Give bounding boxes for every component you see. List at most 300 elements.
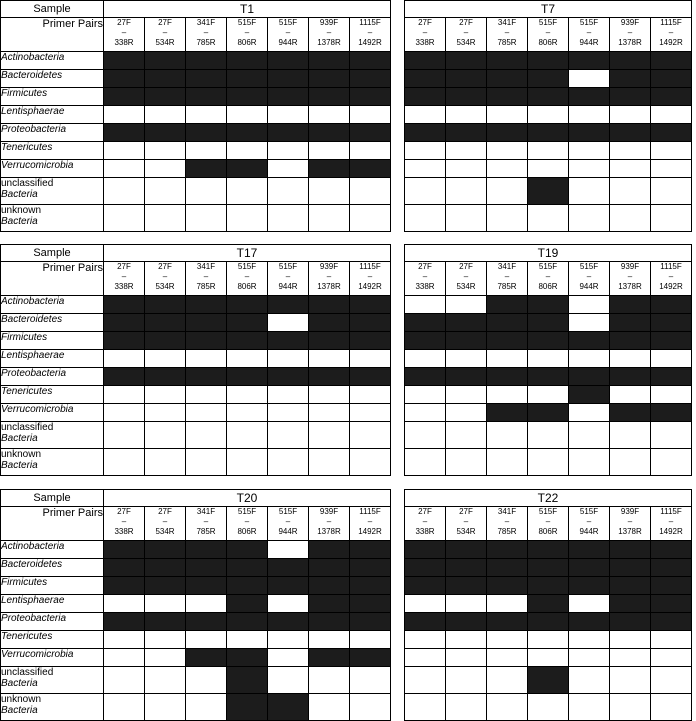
taxon-name-secondary: Bacteria [1, 189, 38, 200]
detected-cell [145, 88, 186, 106]
not-detected-cell [186, 350, 227, 368]
taxon-name: Proteobacteria [1, 613, 67, 624]
not-detected-cell [186, 667, 227, 694]
detected-cell [309, 88, 350, 106]
detected-cell [487, 368, 528, 386]
not-detected-cell [186, 142, 227, 160]
forward-primer: 341F [196, 262, 216, 271]
not-detected-cell [446, 449, 487, 476]
taxon-row [1, 205, 391, 232]
not-detected-cell [405, 160, 446, 178]
not-detected-cell [446, 205, 487, 232]
detected-cell [104, 368, 145, 386]
detected-cell [145, 52, 186, 70]
taxon-name-secondary: Bacteria [1, 216, 38, 227]
not-detected-cell [145, 694, 186, 721]
sample-pair-block [0, 244, 696, 475]
taxon-name: Bacteroidetes [1, 559, 63, 570]
taxon-name: unclassified [1, 667, 54, 678]
detected-cell [268, 124, 309, 142]
sample-table [404, 244, 692, 476]
taxon-row [405, 386, 692, 404]
not-detected-cell [610, 160, 651, 178]
taxon-row [1, 160, 391, 178]
primer-dash: – [545, 272, 551, 281]
taxon-row [1, 124, 391, 142]
taxon-row [1, 88, 391, 106]
taxon-label [1, 422, 104, 449]
forward-primer: 515F [538, 262, 558, 271]
not-detected-cell [446, 694, 487, 721]
not-detected-cell [309, 350, 350, 368]
detected-cell [268, 70, 309, 88]
not-detected-cell [350, 205, 391, 232]
taxon-row [405, 613, 692, 631]
detected-cell [528, 314, 569, 332]
forward-primer: 27F [418, 262, 432, 271]
detected-cell [569, 124, 610, 142]
detected-cell [651, 595, 692, 613]
not-detected-cell [145, 178, 186, 205]
not-detected-cell [104, 595, 145, 613]
not-detected-cell [651, 205, 692, 232]
detected-cell [528, 332, 569, 350]
not-detected-cell [104, 350, 145, 368]
taxon-name: Lentisphaerae [1, 106, 65, 117]
detected-cell [186, 124, 227, 142]
taxon-row [1, 350, 391, 368]
not-detected-cell [268, 314, 309, 332]
detected-cell [227, 577, 268, 595]
taxon-label [1, 332, 104, 350]
detected-cell [104, 541, 145, 559]
detected-cell [309, 368, 350, 386]
not-detected-cell [405, 296, 446, 314]
detected-cell [145, 541, 186, 559]
taxon-name: Lentisphaerae [1, 350, 65, 361]
taxon-row [1, 70, 391, 88]
taxon-row [1, 332, 391, 350]
taxon-row [405, 667, 692, 694]
taxon-label [1, 70, 104, 88]
not-detected-cell [227, 350, 268, 368]
detected-cell [528, 70, 569, 88]
not-detected-cell [227, 631, 268, 649]
detected-cell [350, 368, 391, 386]
not-detected-cell [487, 160, 528, 178]
taxon-name: Actinobacteria [1, 52, 65, 63]
detected-cell [227, 296, 268, 314]
primer-pair-header [227, 262, 268, 296]
primer-pairs-label: Primer Pairs [1, 262, 104, 296]
detected-cell [405, 52, 446, 70]
primer-dash: – [162, 272, 168, 281]
sample-label: Sample [1, 245, 104, 262]
detected-cell [227, 314, 268, 332]
not-detected-cell [227, 178, 268, 205]
taxon-label [1, 694, 104, 721]
detected-cell [487, 124, 528, 142]
not-detected-cell [651, 449, 692, 476]
taxon-name: Tenericutes [1, 631, 53, 642]
taxon-label [1, 667, 104, 694]
detected-cell [610, 296, 651, 314]
detected-cell [186, 314, 227, 332]
detected-cell [446, 577, 487, 595]
taxon-name: unknown [1, 694, 42, 705]
detected-cell [309, 52, 350, 70]
taxon-name: Proteobacteria [1, 124, 67, 135]
not-detected-cell [528, 631, 569, 649]
sample-table [0, 244, 391, 476]
detected-cell [186, 296, 227, 314]
not-detected-cell [446, 106, 487, 124]
detected-cell [104, 88, 145, 106]
detected-cell [446, 541, 487, 559]
forward-primer: 341F [497, 18, 517, 27]
sample-pair-block [0, 489, 696, 720]
detected-cell [104, 577, 145, 595]
not-detected-cell [569, 422, 610, 449]
taxon-name: Tenericutes [1, 142, 53, 153]
primer-pairs-label: Primer Pairs [1, 18, 104, 52]
detected-cell [569, 541, 610, 559]
detected-cell [186, 332, 227, 350]
primer-dash: – [422, 272, 428, 281]
detected-cell [405, 70, 446, 88]
primer-dash: – [668, 517, 674, 526]
reverse-primer: 534R [155, 38, 175, 47]
primer-dash: – [627, 517, 633, 526]
not-detected-cell [268, 449, 309, 476]
reverse-primer: 806R [538, 527, 558, 536]
primer-dash: – [504, 517, 510, 526]
primer-dash: – [545, 517, 551, 526]
forward-primer: 515F [278, 507, 298, 516]
not-detected-cell [569, 350, 610, 368]
detected-cell [487, 404, 528, 422]
not-detected-cell [610, 631, 651, 649]
not-detected-cell [309, 404, 350, 422]
detected-cell [104, 70, 145, 88]
not-detected-cell [186, 386, 227, 404]
not-detected-cell [145, 106, 186, 124]
not-detected-cell [651, 649, 692, 667]
not-detected-cell [104, 160, 145, 178]
taxon-name: Firmicutes [1, 577, 48, 588]
not-detected-cell [487, 178, 528, 205]
not-detected-cell [145, 386, 186, 404]
taxon-label [1, 205, 104, 232]
detected-cell [446, 559, 487, 577]
detected-cell [227, 667, 268, 694]
taxon-label [1, 613, 104, 631]
taxon-label [1, 88, 104, 106]
taxon-name: Verrucomicrobia [1, 160, 74, 171]
forward-primer: 515F [579, 262, 599, 271]
detected-cell [350, 577, 391, 595]
detected-cell [528, 559, 569, 577]
detected-cell [651, 88, 692, 106]
detected-cell [145, 124, 186, 142]
detected-cell [227, 559, 268, 577]
not-detected-cell [405, 142, 446, 160]
detected-cell [268, 613, 309, 631]
detected-cell [350, 332, 391, 350]
not-detected-cell [528, 386, 569, 404]
primer-pair-header [528, 18, 569, 52]
detected-cell [104, 296, 145, 314]
primer-dash: – [203, 28, 209, 37]
detected-cell [268, 296, 309, 314]
taxon-label [1, 449, 104, 476]
primer-pair-header [528, 507, 569, 541]
forward-primer: 939F [319, 262, 339, 271]
not-detected-cell [350, 404, 391, 422]
primer-dash: – [244, 272, 250, 281]
detected-cell [227, 613, 268, 631]
primer-dash: – [285, 517, 291, 526]
detected-cell [487, 52, 528, 70]
taxon-row [405, 332, 692, 350]
forward-primer: 515F [538, 18, 558, 27]
taxon-row [1, 52, 391, 70]
detected-cell [309, 649, 350, 667]
detected-cell [405, 88, 446, 106]
primer-dash: – [586, 272, 592, 281]
primer-pair-header [268, 262, 309, 296]
detected-cell [651, 332, 692, 350]
primer-dash: – [463, 28, 469, 37]
primer-dash: – [422, 517, 428, 526]
primer-pair-header [446, 262, 487, 296]
forward-primer: 27F [117, 18, 131, 27]
primer-pair-header [145, 262, 186, 296]
taxon-name: Actinobacteria [1, 296, 65, 307]
primer-pair-header [268, 18, 309, 52]
forward-primer: 27F [158, 507, 172, 516]
sample-title: T1 [104, 1, 391, 18]
detected-cell [569, 613, 610, 631]
not-detected-cell [186, 205, 227, 232]
detected-cell [651, 577, 692, 595]
not-detected-cell [528, 649, 569, 667]
primer-pair-header [309, 18, 350, 52]
not-detected-cell [350, 449, 391, 476]
not-detected-cell [651, 667, 692, 694]
forward-primer: 939F [319, 18, 339, 27]
detected-cell [145, 314, 186, 332]
not-detected-cell [405, 205, 446, 232]
reverse-primer: 944R [579, 38, 599, 47]
not-detected-cell [145, 649, 186, 667]
forward-primer: 27F [459, 262, 473, 271]
not-detected-cell [528, 449, 569, 476]
detected-cell [145, 70, 186, 88]
detected-cell [186, 52, 227, 70]
primer-dash: – [504, 272, 510, 281]
detected-cell [528, 178, 569, 205]
primer-dash: – [627, 28, 633, 37]
taxon-row [1, 631, 391, 649]
detected-cell [610, 404, 651, 422]
detected-cell [309, 70, 350, 88]
detected-cell [446, 314, 487, 332]
detected-cell [268, 332, 309, 350]
not-detected-cell [268, 350, 309, 368]
taxon-label [1, 314, 104, 332]
not-detected-cell [350, 142, 391, 160]
forward-primer: 939F [620, 262, 640, 271]
taxon-name-secondary: Bacteria [1, 433, 38, 444]
forward-primer: 341F [497, 507, 517, 516]
primer-pair-header [104, 262, 145, 296]
not-detected-cell [104, 106, 145, 124]
not-detected-cell [405, 350, 446, 368]
taxon-label [1, 142, 104, 160]
reverse-primer: 534R [456, 38, 476, 47]
taxon-label [1, 577, 104, 595]
not-detected-cell [104, 449, 145, 476]
not-detected-cell [528, 106, 569, 124]
primer-pair-header [227, 507, 268, 541]
detected-cell [309, 595, 350, 613]
not-detected-cell [309, 106, 350, 124]
detected-cell [309, 314, 350, 332]
taxon-name-secondary: Bacteria [1, 460, 38, 471]
not-detected-cell [487, 631, 528, 649]
detected-cell [145, 559, 186, 577]
taxon-row [405, 541, 692, 559]
not-detected-cell [268, 541, 309, 559]
not-detected-cell [145, 142, 186, 160]
reverse-primer: 944R [278, 282, 298, 291]
not-detected-cell [227, 106, 268, 124]
primer-dash: – [367, 28, 373, 37]
taxon-name: Bacteroidetes [1, 70, 63, 81]
detected-cell [405, 368, 446, 386]
primer-pair-header [350, 507, 391, 541]
reverse-primer: 806R [237, 527, 257, 536]
not-detected-cell [145, 160, 186, 178]
reverse-primer: 1492R [659, 282, 683, 291]
reverse-primer: 338R [415, 282, 435, 291]
primer-pair-header [569, 262, 610, 296]
detected-cell [268, 577, 309, 595]
forward-primer: 1115F [359, 507, 381, 516]
not-detected-cell [268, 106, 309, 124]
reverse-primer: 1492R [358, 38, 382, 47]
not-detected-cell [145, 404, 186, 422]
not-detected-cell [405, 667, 446, 694]
not-detected-cell [104, 694, 145, 721]
not-detected-cell [227, 205, 268, 232]
detected-cell [487, 541, 528, 559]
reverse-primer: 1378R [618, 282, 642, 291]
forward-primer: 515F [278, 262, 298, 271]
taxon-name: Actinobacteria [1, 541, 65, 552]
detected-cell [350, 160, 391, 178]
primer-dash: – [586, 28, 592, 37]
taxon-row [1, 178, 391, 205]
not-detected-cell [446, 142, 487, 160]
detected-cell [104, 332, 145, 350]
detected-cell [186, 613, 227, 631]
taxon-name: Firmicutes [1, 332, 48, 343]
forward-primer: 939F [620, 507, 640, 516]
sample-label: Sample [1, 1, 104, 18]
detected-cell [651, 368, 692, 386]
detected-cell [487, 88, 528, 106]
not-detected-cell [186, 449, 227, 476]
not-detected-cell [405, 178, 446, 205]
not-detected-cell [268, 404, 309, 422]
detected-cell [405, 314, 446, 332]
not-detected-cell [104, 386, 145, 404]
forward-primer: 939F [620, 18, 640, 27]
primer-dash: – [668, 28, 674, 37]
not-detected-cell [227, 142, 268, 160]
not-detected-cell [309, 449, 350, 476]
not-detected-cell [610, 667, 651, 694]
detected-cell [268, 559, 309, 577]
taxon-row [405, 70, 692, 88]
detected-cell [610, 613, 651, 631]
detected-cell [309, 160, 350, 178]
reverse-primer: 338R [114, 38, 134, 47]
taxon-name: Lentisphaerae [1, 595, 65, 606]
reverse-primer: 338R [114, 527, 134, 536]
reverse-primer: 806R [237, 38, 257, 47]
taxon-row [1, 296, 391, 314]
not-detected-cell [405, 631, 446, 649]
not-detected-cell [186, 422, 227, 449]
not-detected-cell [569, 404, 610, 422]
not-detected-cell [610, 449, 651, 476]
not-detected-cell [651, 422, 692, 449]
detected-cell [569, 332, 610, 350]
not-detected-cell [350, 631, 391, 649]
not-detected-cell [145, 667, 186, 694]
primer-pair-header [610, 18, 651, 52]
forward-primer: 27F [158, 18, 172, 27]
primer-pair-header [487, 18, 528, 52]
primer-pairs-label: Primer Pairs [1, 507, 104, 541]
sample-title: T19 [405, 245, 692, 262]
taxon-row [405, 694, 692, 721]
reverse-primer: 785R [196, 282, 216, 291]
detected-cell [651, 124, 692, 142]
not-detected-cell [487, 595, 528, 613]
taxon-name: Firmicutes [1, 88, 48, 99]
not-detected-cell [268, 160, 309, 178]
not-detected-cell [569, 296, 610, 314]
reverse-primer: 944R [579, 527, 599, 536]
taxon-label [1, 541, 104, 559]
detected-cell [569, 88, 610, 106]
not-detected-cell [651, 631, 692, 649]
detected-cell [350, 559, 391, 577]
not-detected-cell [309, 205, 350, 232]
primer-dash: – [463, 272, 469, 281]
sample-table [404, 489, 692, 721]
not-detected-cell [487, 422, 528, 449]
sample-table [0, 489, 391, 721]
taxon-row [405, 52, 692, 70]
forward-primer: 515F [579, 18, 599, 27]
detected-cell [309, 124, 350, 142]
detected-cell [350, 314, 391, 332]
